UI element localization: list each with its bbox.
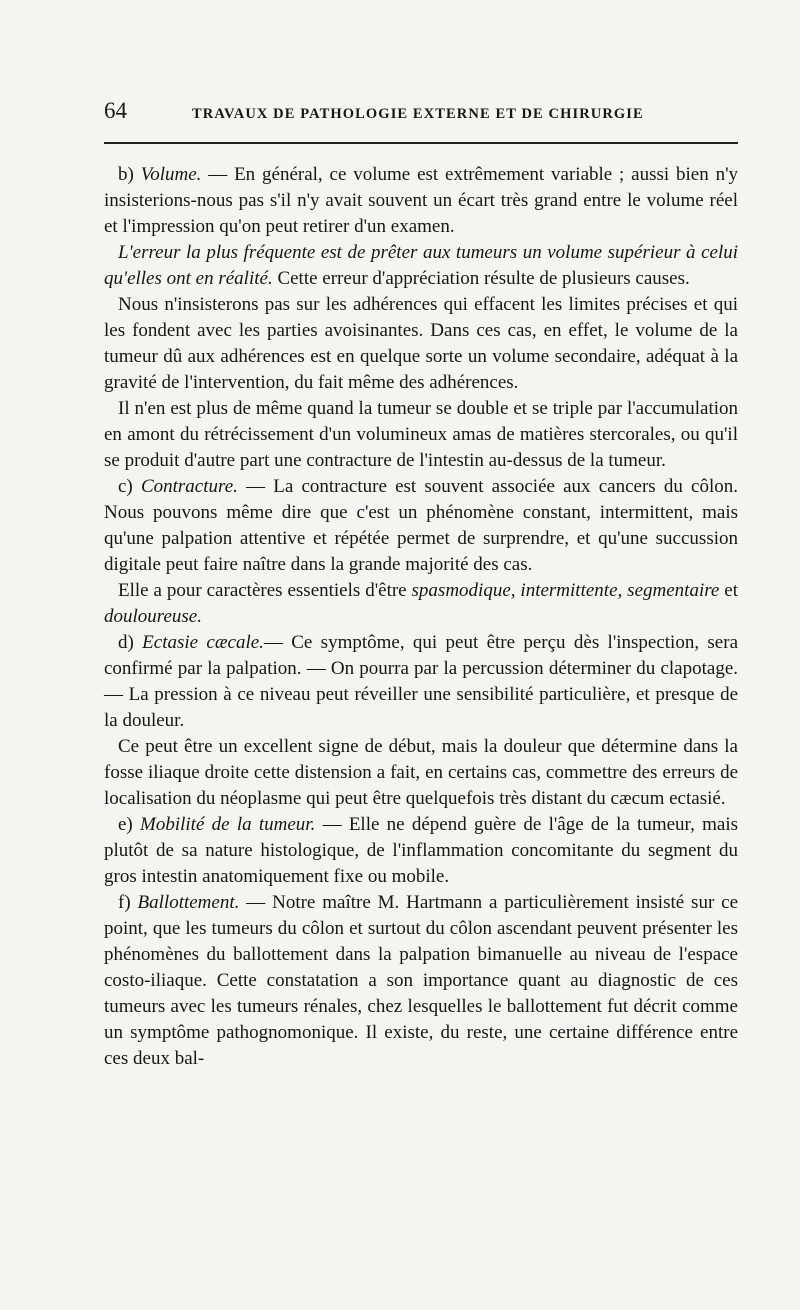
paragraph-text: Cette erreur d'appréciation résulte de plusieurs causes. xyxy=(272,268,690,289)
section-title: Ballottement. xyxy=(137,892,240,913)
section-title: Contracture. xyxy=(140,476,238,497)
paragraph-text: — La contracture est souvent associée aux cancers du côlon. Nous pouvons même dire que c'est un phénomène constant, intermittent, mais qu'une palpation attentive et répétée permet de surprendre, et qu'une succussion digitale peut faire naître dans la grande majorité des cas. xyxy=(104,476,739,575)
section-label: b) xyxy=(118,164,141,185)
paragraph-text: — Elle ne dépend guère de l'âge de la tumeur, mais plutôt de sa nature histologique, de l'inflammation concomitante du segment du gros intestin anatomiquement fixe ou mobile. xyxy=(104,814,738,887)
paragraph-text: Il n'en est plus de même quand la tumeur se double et se triple par l'accumulation en amont du rétrécissement d'un volumineux amas de matières stercorales, ou qu'il se produit d'autre part une contracture de l'intestin au-dessus de la tumeur. xyxy=(104,398,738,471)
emphasis-text: douloureuse. xyxy=(104,606,202,627)
paragraph-accumulation xyxy=(104,396,738,474)
section-title: Mobilité de la tumeur. xyxy=(140,814,316,835)
paragraph-erreur xyxy=(104,240,738,292)
emphasis-text: L'erreur la plus fréquente est de prêter aux tumeurs un volume supérieur à celui qu'elles ont en réalité. xyxy=(104,242,738,289)
paragraph-text: Nous n'insisterons pas sur les adhérences qui effacent les limites précises et qui les fondent avec les parties avoisinantes. Dans ces cas, en effet, le volume de la tumeur dû aux adhérences est en quelque sorte un volume secondaire, adéquat à la gravité de l'intervention, du fait même des adhérences. xyxy=(104,294,738,393)
paragraph-text: Elle a pour caractères essentiels d'être xyxy=(118,580,412,601)
paragraph-text: et xyxy=(719,580,738,601)
paragraph-text: Ce peut être un excellent signe de début, mais la douleur que détermine dans la fosse iliaque droite cette distension a fait, en certains cas, commettre des erreurs de localisation du néoplasme qui peut être quelquefois très distant du cæcum ectasié. xyxy=(104,736,738,809)
emphasis-text: spasmodique, intermittente, segmentaire xyxy=(411,580,720,601)
section-label: d) xyxy=(118,632,143,653)
section-title: Ectasie cæcale. xyxy=(142,632,264,653)
page-number: 64 xyxy=(104,98,127,123)
paragraph-text: — Notre maître M. Hartmann a particulièrement insisté sur ce point, que les tumeurs du côlon et surtout du côlon ascendant peuvent présenter les phénomènes du ballottement dans la palpation bimanuelle au niveau de l'espace costo-iliaque. Cette constatation a son importance quant au diagnostic de ces tumeurs avec les tumeurs rénales, chez lesquelles le ballottement fut décrit comme un symptôme pathognomonique. Il existe, du reste, une certaine différence entre ces deux bal- xyxy=(104,892,739,1069)
section-label: f) xyxy=(118,892,138,913)
paragraph-ectasie xyxy=(104,630,738,734)
running-title: TRAVAUX DE PATHOLOGIE EXTERNE ET DE CHIRURGIE xyxy=(192,106,644,122)
section-title: Volume. xyxy=(140,164,202,185)
header-rule xyxy=(104,142,738,144)
paragraph-ballottement xyxy=(104,890,738,1072)
paragraph-signe-debut xyxy=(104,734,738,812)
paragraph-text: — En général, ce volume est extrêmement variable ; aussi bien n'y insisterions-nous pas s'il n'y avait souvent un écart très grand entre le volume réel et l'impression qu'on peut retirer d'un examen. xyxy=(104,164,739,237)
paragraph-text: — Ce symptôme, qui peut être perçu dès l'inspection, sera confirmé par la palpation. — On pourra par la percussion déterminer du clapotage.— La pression à ce niveau peut réveiller une sensibilité particulière, et presque de la douleur. xyxy=(104,632,739,731)
paragraph-adherences xyxy=(104,292,738,396)
page-header xyxy=(104,98,738,132)
paragraph-mobilite xyxy=(104,812,738,890)
paragraph-contracture xyxy=(104,474,738,578)
section-label: c) xyxy=(118,476,141,497)
paragraph-caracteres xyxy=(104,578,738,630)
section-label: e) xyxy=(118,814,141,835)
paragraph-volume xyxy=(104,162,738,240)
body-text xyxy=(104,162,738,1072)
